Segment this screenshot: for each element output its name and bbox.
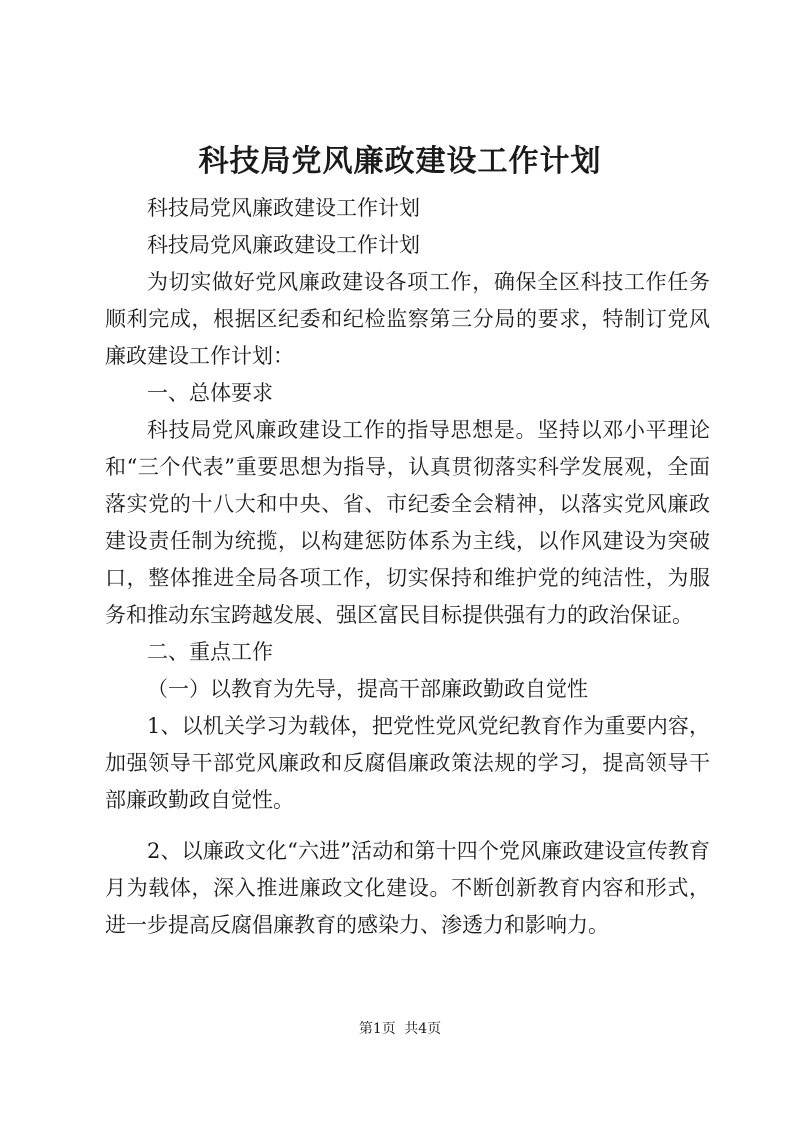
subsection-heading-education: （一）以教育为先导，提高干部廉政勤政自觉性 <box>147 677 588 701</box>
paragraph-item-2: 2、以廉政文化“六进”活动和第十四个党风廉政建设宣传教育月为载体，深入推进廉政文化建设。不断创新教育内容和形式，进一步提高反腐倡廉教育的感染力、渗透力和影响力。 <box>105 839 710 937</box>
page-total: 共4页 <box>404 1021 442 1037</box>
paragraph-item-1: 1、以机关学习为载体，把党性党风党纪教育作为重要内容，加强领导干部党风廉政和反腐倡廉政策法规的学习，提高领导干部廉政勤政自觉性。 <box>105 714 710 812</box>
section-heading-key-work: 二、重点工作 <box>147 640 273 664</box>
document-body <box>105 190 710 944</box>
paragraph-subtitle-1: 科技局党风廉政建设工作计划 <box>147 196 420 220</box>
page-footer <box>0 1019 800 1039</box>
page-number: 第1页 <box>358 1021 396 1037</box>
paragraph-subtitle-2: 科技局党风廉政建设工作计划 <box>147 233 420 257</box>
document-title: 科技局党风廉政建设工作计划 <box>198 144 602 179</box>
section-heading-general: 一、总体要求 <box>147 381 273 405</box>
paragraph-guiding-thought: 科技局党风廉政建设工作的指导思想是。坚持以邓小平理论和“三个代表”重要思想为指导，认真贯彻落实科学发展观，全面落实党的十八大和中央、省、市纪委全会精神，以落实党风廉政建设责任制为统揽，以构建惩防体系为主线，以作风建设为突破口，整体推进全局各项工作，切实保持和维护党的纯洁性，为服务和推动东宝跨越发展、强区富民目标提供强有力的政治保证。 <box>105 418 710 627</box>
paragraph-intro: 为切实做好党风廉政建设各项工作，确保全区科技工作任务顺利完成，根据区纪委和纪检监察第三分局的要求，特制订党风廉政建设工作计划： <box>105 270 710 368</box>
